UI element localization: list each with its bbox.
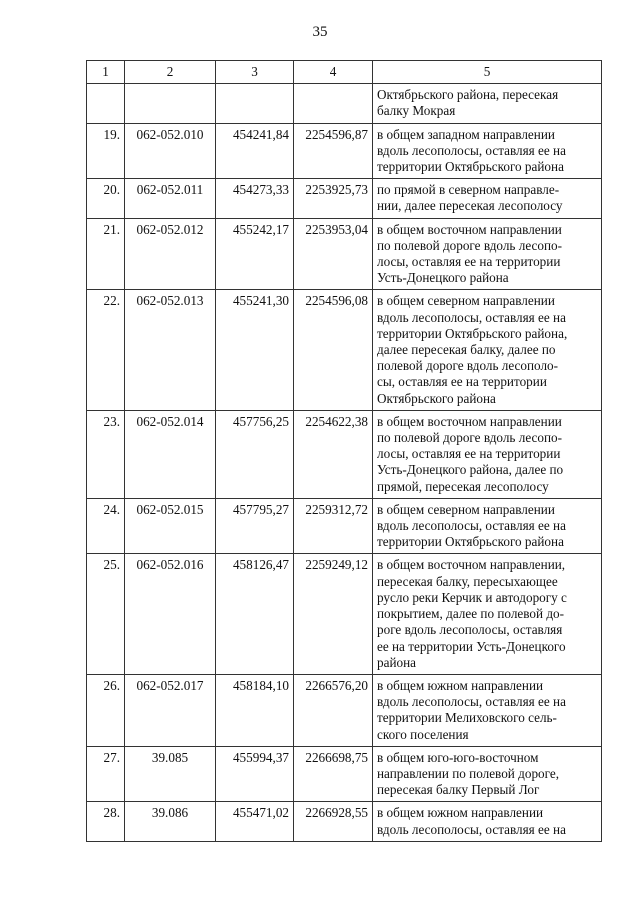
point-code-cell: 062-052.017 [125,674,216,746]
description-line: территории Октябрьского района, [377,325,568,341]
description-line: в общем северном направлении [377,501,555,517]
column-header: 3 [216,61,294,84]
point-code-cell: 062-052.014 [125,410,216,498]
point-code-cell [125,84,216,123]
description-line: в общем южном направлении [377,677,544,693]
column-header: 5 [373,61,602,84]
y-coordinate-cell: 2254596,87 [294,123,373,179]
y-coordinate-cell: 2266576,20 [294,674,373,746]
table-row [87,410,602,498]
column-header: 4 [294,61,373,84]
description-line: вдоль лесополосы, оставляя ее на [377,694,566,710]
point-code-cell: 062-052.016 [125,554,216,674]
point-code-cell: 062-052.012 [125,218,216,290]
description-line: Усть-Донецкого района [377,270,509,286]
description-line: территории Октябрьского района [377,534,564,550]
x-coordinate-cell: 458126,47 [216,554,294,674]
description-line: по прямой в северном направле- [377,182,560,198]
description-cell [373,84,602,123]
description-cell [373,802,602,841]
row-number-cell: 26. [87,674,125,746]
description-line: лосы, оставляя ее на территории [377,254,561,270]
x-coordinate-cell: 457756,25 [216,410,294,498]
description-cell [373,218,602,290]
table-body [87,61,602,842]
row-number-cell: 21. [87,218,125,290]
y-coordinate-cell: 2254622,38 [294,410,373,498]
description-line: балку Мокрая [377,103,456,119]
point-code-cell: 062-052.011 [125,179,216,218]
description-cell [373,290,602,410]
row-number-cell: 19. [87,123,125,179]
row-number-cell: 22. [87,290,125,410]
description-line: Усть-Донецкого района, далее по [377,462,564,478]
x-coordinate-cell: 454241,84 [216,123,294,179]
description-line: лосы, оставляя ее на территории [377,446,561,462]
y-coordinate-cell: 2266698,75 [294,746,373,802]
point-code-cell: 062-052.010 [125,123,216,179]
point-code-cell: 062-052.015 [125,498,216,554]
table-row [87,498,602,554]
point-code-cell: 062-052.013 [125,290,216,410]
boundary-table [86,60,602,842]
description-line: сы, оставляя ее на территории [377,374,547,390]
table-row [87,84,602,123]
x-coordinate-cell: 455241,30 [216,290,294,410]
x-coordinate-cell [216,84,294,123]
row-number-cell [87,84,125,123]
description-line: Октябрьского района, пересекая [377,87,559,103]
description-line: ского поселения [377,726,469,742]
table-row [87,746,602,802]
description-line: вдоль лесополосы, оставляя ее на [377,309,566,325]
description-line: прямой, пересекая лесополосу [377,478,549,494]
row-number-cell: 28. [87,802,125,841]
description-line: территории Мелиховского сель- [377,710,557,726]
description-line: территории Октябрьского района [377,159,564,175]
row-number-cell: 20. [87,179,125,218]
header-row [87,61,602,84]
description-line: Октябрьского района [377,390,496,406]
table-row [87,554,602,674]
row-number-cell: 27. [87,746,125,802]
description-line: вдоль лесополосы, оставляя ее на [377,821,566,837]
description-line: по полевой дороге вдоль лесопо- [377,237,562,253]
column-header: 1 [87,61,125,84]
y-coordinate-cell: 2259249,12 [294,554,373,674]
description-cell [373,498,602,554]
x-coordinate-cell: 455471,02 [216,802,294,841]
description-line: в общем восточном направлении, [377,557,566,573]
description-line: по полевой дороге вдоль лесопо- [377,430,562,446]
x-coordinate-cell: 457795,27 [216,498,294,554]
description-line: пересекая балку, пересыхающее [377,573,558,589]
description-line: далее пересекая балку, далее по [377,342,556,358]
description-line: вдоль лесополосы, оставляя ее на [377,142,566,158]
description-line: полевой дороге вдоль лесополо- [377,358,559,374]
table-row [87,179,602,218]
description-line: в общем южном направлении [377,805,544,821]
description-line: пересекая балку Первый Лог [377,782,540,798]
description-line: роге вдоль лесополосы, оставляя [377,622,563,638]
description-line: русло реки Керчик и автодорогу с [377,589,567,605]
description-line: района [377,654,417,670]
table-row [87,123,602,179]
x-coordinate-cell: 455242,17 [216,218,294,290]
x-coordinate-cell: 458184,10 [216,674,294,746]
description-line: в общем восточном направлении [377,413,562,429]
description-line: в общем восточном направлении [377,221,562,237]
description-cell [373,179,602,218]
description-cell [373,554,602,674]
page-number: 35 [312,24,328,40]
description-cell [373,123,602,179]
y-coordinate-cell: 2253953,04 [294,218,373,290]
row-number-cell: 23. [87,410,125,498]
row-number-cell: 25. [87,554,125,674]
x-coordinate-cell: 454273,33 [216,179,294,218]
description-line: в общем западном направлении [377,126,555,142]
row-number-cell: 24. [87,498,125,554]
description-line: ее на территории Усть-Донецкого [377,638,566,654]
column-header: 2 [125,61,216,84]
description-line: направлении по полевой дороге, [377,765,560,781]
description-cell [373,674,602,746]
description-line: в общем северном направлении [377,293,555,309]
description-line: покрытием, далее по полевой до- [377,606,565,622]
x-coordinate-cell: 455994,37 [216,746,294,802]
y-coordinate-cell: 2253925,73 [294,179,373,218]
y-coordinate-cell: 2266928,55 [294,802,373,841]
description-line: вдоль лесополосы, оставляя ее на [377,518,566,534]
table-row [87,674,602,746]
table-row [87,802,602,841]
description-line: в общем юго-юго-восточном [377,749,539,765]
point-code-cell: 39.085 [125,746,216,802]
description-cell [373,410,602,498]
table-row [87,290,602,410]
y-coordinate-cell [294,84,373,123]
point-code-cell: 39.086 [125,802,216,841]
description-cell [373,746,602,802]
description-line: нии, далее пересекая лесополосу [377,198,563,214]
y-coordinate-cell: 2259312,72 [294,498,373,554]
table-row [87,218,602,290]
y-coordinate-cell: 2254596,08 [294,290,373,410]
